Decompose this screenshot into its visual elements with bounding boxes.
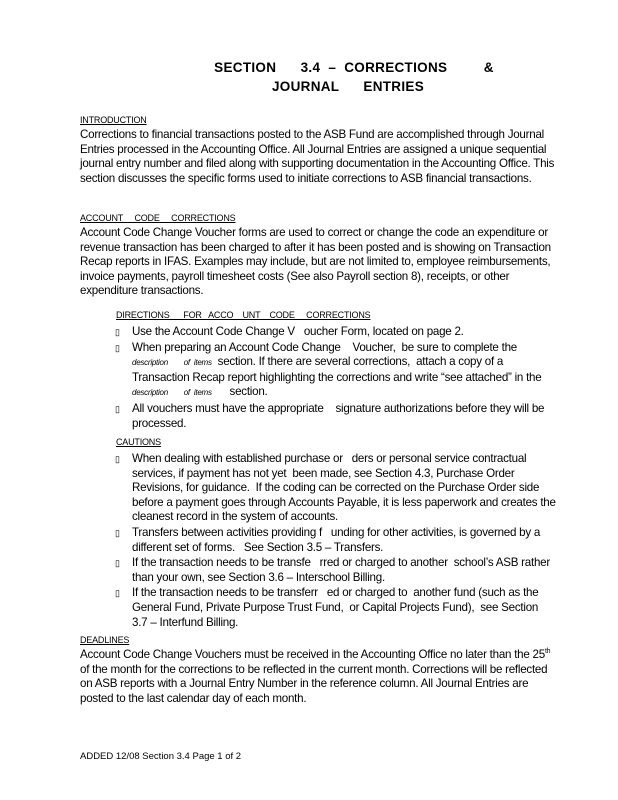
directions-bullet-3: All vouchers must have the appropriate signature authorizations before they will be processed. <box>132 401 548 430</box>
introduction-heading: INTRODUCTION <box>80 115 147 125</box>
list-item <box>115 452 559 525</box>
directions-list <box>116 325 556 431</box>
account-code-text: Account Code Change Voucher forms are used to correct or change the code an expenditure or revenue transaction has been charged to after it has been posted and is showing on Transaction Recap reports in IFAS. Examples may include, but are not limited to, employee reimbursements, invoice payments, payroll timesheet costs (See also Payroll section 8), receipts, or other expenditure transactions. <box>80 226 551 298</box>
introduction-section <box>80 110 560 186</box>
list-item <box>115 526 556 555</box>
bullet-box-icon: ▯ <box>115 558 120 569</box>
directions-bullet-2b: section. If there are several corrections, attach a copy of a Transaction Recap report highlighting the corrections and write “see attached” in the <box>132 355 545 384</box>
bullet-box-icon: ▯ <box>115 588 120 599</box>
cautions-bullet-1: When dealing with established purchase or ders or personal service contractual services, if payment has not yet been made, see Section 4.3, Purchase Order Revisions, for guidance. If the coding can be corrected on the Purchase Order side before a payment goes through Accounts Payable, it is less paperwork and creates the cleanest record in the system of accounts. <box>132 452 559 524</box>
cautions-bullet-2: Transfers between activities providing f unding for other activities, is governed by a different set of forms. See Section 3.5 – Transfers. <box>132 525 544 554</box>
cautions-bullet-4: If the transaction needs to be transferr ed or charged to another fund (such as the General Fund, Private Purpose Trust Fund, or Capital Projects Fund), see Section 3.7 – Interfund Billing. <box>132 586 542 629</box>
cautions-section <box>115 432 559 631</box>
list-item <box>115 556 556 585</box>
page-title <box>0 58 618 96</box>
bullet-box-icon: ▯ <box>115 342 120 353</box>
directions-heading: DIRECTIONS FOR ACCO UNT CODE CORRECTIONS <box>116 310 371 320</box>
description-of-items-label: description of items <box>132 388 212 398</box>
account-code-section <box>80 208 560 299</box>
list-item <box>115 341 556 401</box>
page-footer: ADDED 12/08 Section 3.4 Page 1 of 2 <box>80 751 242 762</box>
directions-section <box>116 305 556 432</box>
deadlines-heading: DEADLINES <box>80 635 130 645</box>
list-item <box>115 325 556 340</box>
deadlines-text <box>80 648 560 706</box>
bullet-box-icon: ▯ <box>115 403 120 414</box>
directions-bullet-2c: section. <box>214 385 268 399</box>
deadlines-text-b: of the month for the corrections to be reflected in the current month. Corrections will be reflected on ASB reports with a Journal Entry Number in the reference column. All Journal Entries are posted to the last calendar day of each month. <box>80 662 548 705</box>
bullet-box-icon: ▯ <box>115 327 120 337</box>
bullet-box-icon: ▯ <box>115 527 120 538</box>
deadlines-text-a: Account Code Change Vouchers must be received in the Accounting Office no later than the 25 <box>80 648 545 661</box>
bullet-box-icon: ▯ <box>115 454 120 464</box>
cautions-list <box>115 452 559 630</box>
introduction-text: Corrections to financial transactions posted to the ASB Fund are accomplished through Journal Entries processed in the Accounting Office. All Journal Entries are assigned a unique sequential journal entry number and filed along with supporting documentation in the Accounting Office. This section discusses the specific forms used to initiate corrections to ASB financial transactions. <box>80 128 555 185</box>
title-line-1: SECTION 3.4 – CORRECTIONS & <box>214 60 494 75</box>
cautions-heading: CAUTIONS <box>116 437 161 447</box>
directions-bullet-2a: When preparing an Account Code Change Voucher, be sure to complete the <box>132 340 517 354</box>
cautions-bullet-3: If the transaction needs to be transfe rred or charged to another school’s ASB rather than your own, see Section 3.6 – Interschool Billing. <box>132 556 553 584</box>
description-of-items-label: description of items <box>132 358 212 368</box>
title-line-2: JOURNAL ENTRIES <box>271 79 425 94</box>
list-item <box>115 402 556 431</box>
deadlines-section <box>80 630 560 706</box>
account-code-heading: ACCOUNT CODE CORRECTIONS <box>80 213 236 223</box>
directions-bullet-1: Use the Account Code Change V oucher Form, located on page 2. <box>132 325 464 338</box>
ordinal-suffix: th <box>544 648 551 656</box>
list-item <box>115 586 556 630</box>
